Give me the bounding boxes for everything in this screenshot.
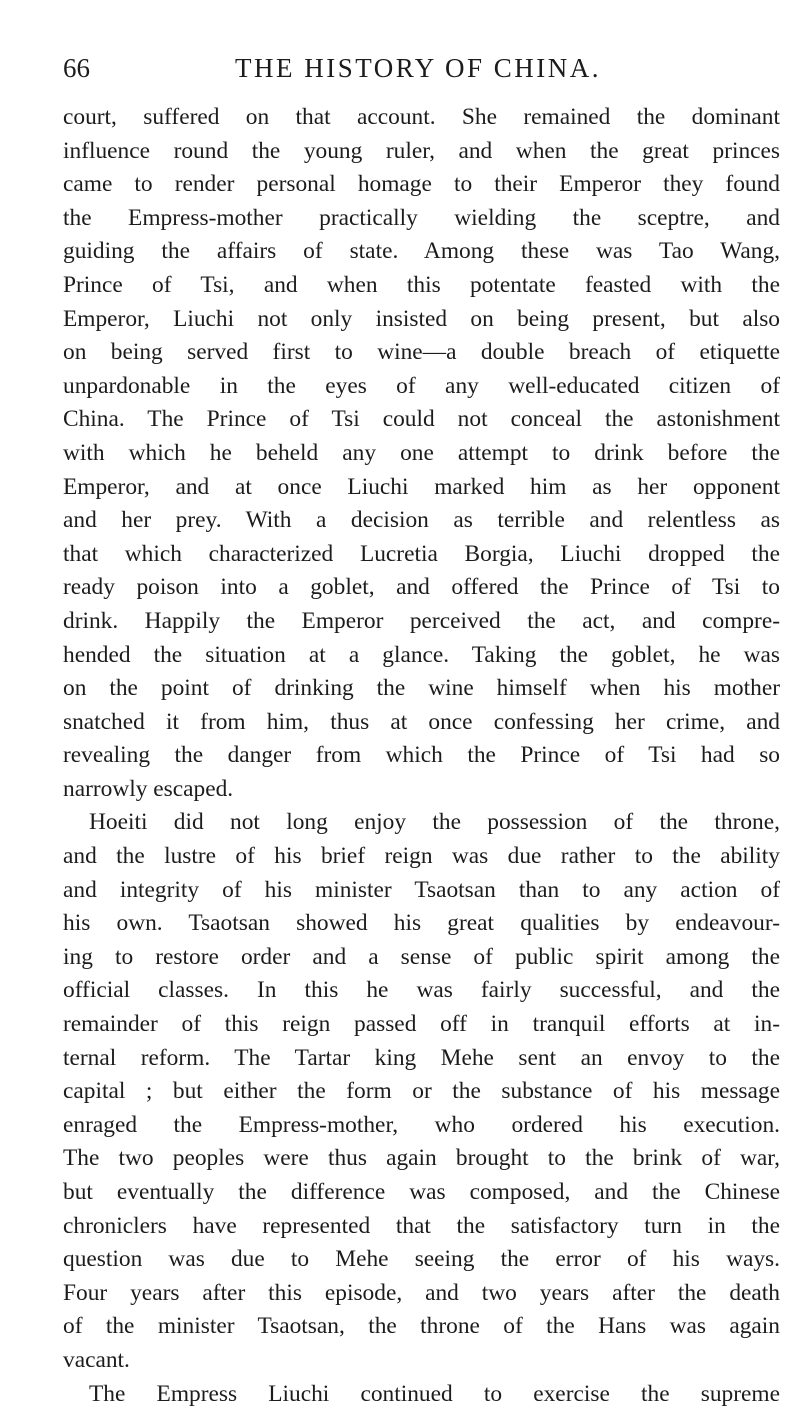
text-line: ternal reform. The Tartar king Mehe sent an envoy to the [63, 1044, 780, 1071]
paragraph [63, 101, 780, 806]
text-line: and integrity of his minister Tsaotsan than to any action of [63, 876, 780, 903]
text-line: vacant. [63, 1346, 130, 1373]
text-line: Prince of Tsi, and when this potentate feasted with the [63, 271, 780, 298]
text-line: court, suffered on that account. She remained the dominant [63, 104, 780, 130]
text-line: remainder of this reign passed off in tranquil efforts at in- [63, 1011, 780, 1038]
running-title: THE HISTORY OF CHINA. [235, 53, 602, 83]
page-header [63, 48, 762, 88]
text-line: The Empress Liuchi continued to exercise the supreme [89, 1380, 780, 1407]
text-line: but eventually the difference was composed, and the Chinese [63, 1179, 780, 1205]
text-line: The two peoples were thus again brought to the brink of war, [63, 1145, 780, 1172]
body-text [63, 101, 780, 1411]
text-line: official classes. In this he was fairly successful, and the [63, 977, 780, 1004]
paragraph [63, 1378, 780, 1411]
page-number: 66 [63, 53, 90, 83]
paragraph [63, 806, 780, 1377]
text-line: influence round the young ruler, and when the great princes [63, 137, 780, 164]
text-line: on being served first to wine—a double breach of etiquette [63, 339, 780, 366]
text-line: guiding the affairs of state. Among these was Tao Wang, [63, 238, 780, 265]
text-line: Emperor, and at once Liuchi marked him as her opponent [63, 473, 780, 500]
text-line: narrowly escaped. [63, 775, 234, 802]
text-line: chroniclers have represented that the satisfactory turn in the [63, 1212, 780, 1239]
text-line: capital ; but either the form or the substance of his message [63, 1078, 780, 1105]
text-line: of the minister Tsaotsan, the throne of the Hans was again [63, 1313, 780, 1340]
text-line: came to render personal homage to their Emperor they found [63, 171, 780, 198]
text-line: ing to restore order and a sense of public spirit among the [63, 943, 780, 970]
text-line: with which he beheld any one attempt to drink before the [63, 439, 780, 466]
text-line: Four years after this episode, and two years after the death [63, 1279, 780, 1306]
text-line: and the lustre of his brief reign was due rather to the ability [63, 843, 780, 870]
text-line: revealing the danger from which the Prince of Tsi had so [63, 742, 780, 769]
text-line: ready poison into a goblet, and offered the Prince of Tsi to [63, 574, 780, 601]
text-line: Emperor, Liuchi not only insisted on being present, but also [63, 305, 780, 332]
text-line: the Empress-mother practically wielding the sceptre, and [63, 204, 780, 231]
text-line: enraged the Empress-mother, who ordered his execution. [63, 1111, 780, 1138]
text-line: China. The Prince of Tsi could not conceal the astonishment [63, 406, 780, 433]
text-line: on the point of drinking the wine himself when his mother [63, 675, 780, 702]
text-line: and her prey. With a decision as terrible and relentless as [63, 507, 780, 534]
text-line: snatched it from him, thus at once confessing her crime, and [63, 708, 780, 735]
text-line: his own. Tsaotsan showed his great qualities by endeavour- [63, 910, 780, 937]
text-line: hended the situation at a glance. Taking the goblet, he was [63, 641, 780, 668]
text-line: unpardonable in the eyes of any well-educated citizen of [63, 372, 780, 399]
text-line: Hoeiti did not long enjoy the possession of the throne, [89, 809, 780, 836]
text-line: question was due to Mehe seeing the error of his ways. [63, 1246, 780, 1273]
text-line: that which characterized Lucretia Borgia, Liuchi dropped the [63, 540, 780, 567]
text-line: drink. Happily the Emperor perceived the act, and compre- [63, 607, 780, 634]
